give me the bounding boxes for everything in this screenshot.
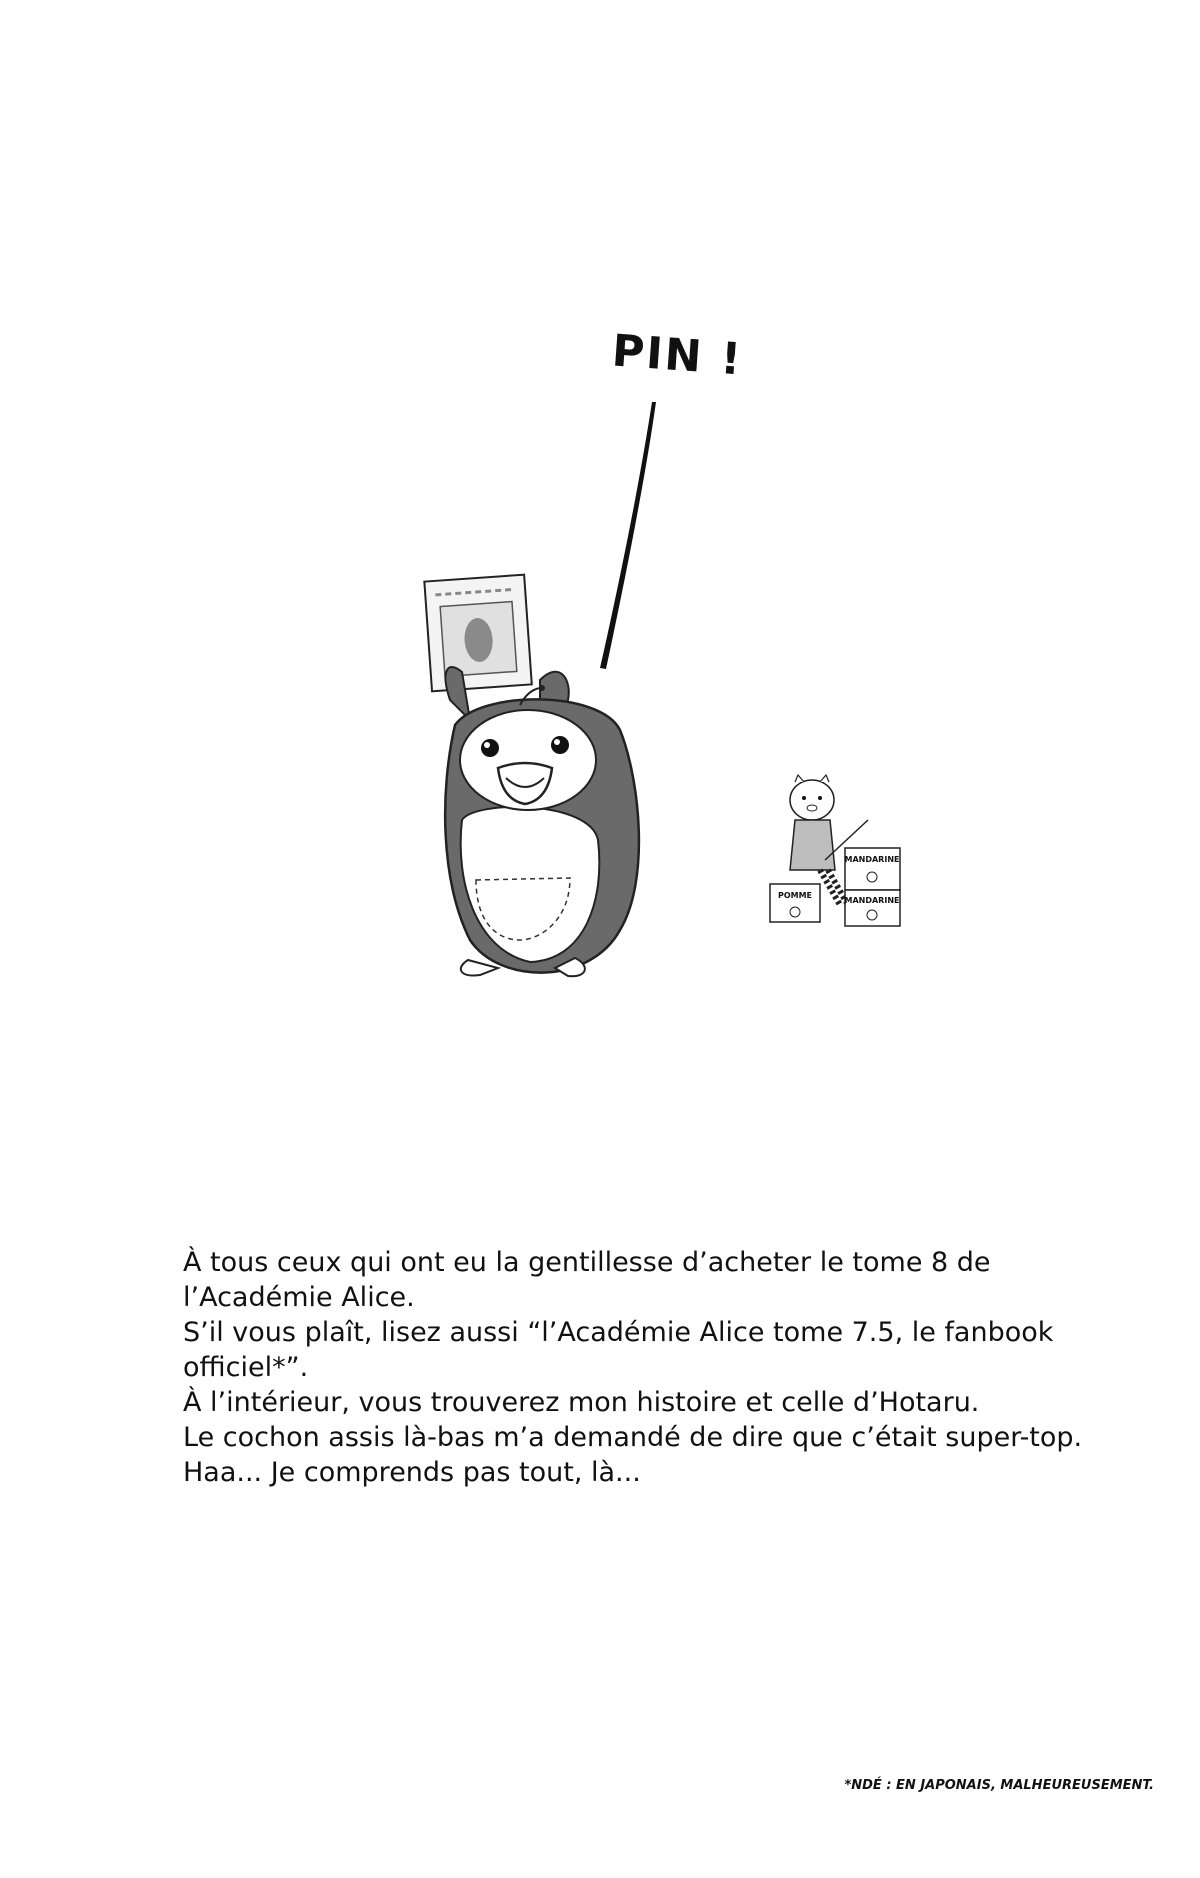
author-note bbox=[183, 1245, 1123, 1490]
editor-footnote: *NDÉ : EN JAPONAIS, MALHEUREUSEMENT. bbox=[844, 1778, 1154, 1793]
crate-mandarine-bottom bbox=[845, 890, 900, 926]
crate-label: MANDARINE bbox=[844, 896, 900, 905]
note-line: À tous ceux qui ont eu la gentillesse d’acheter le tome 8 de l’Académie Alice. bbox=[183, 1247, 991, 1313]
crate-label: POMME bbox=[777, 891, 813, 900]
speech-line bbox=[600, 402, 656, 669]
crate-label: MANDARINE bbox=[844, 855, 900, 864]
note-line: Le cochon assis là-bas m’a demandé de dire que c’était super-top. bbox=[183, 1422, 1083, 1453]
sound-effect-text: PIN ! bbox=[610, 325, 745, 386]
crate-mandarine-top bbox=[845, 848, 900, 890]
held-card bbox=[424, 575, 531, 692]
crate-pomme bbox=[770, 884, 820, 922]
note-line: S’il vous plaît, lisez aussi “l’Académie Alice tome 7.5, le fanbook officiel*”. bbox=[183, 1317, 1054, 1383]
penguin-character bbox=[445, 667, 639, 976]
note-line: Haa... Je comprends pas tout, là... bbox=[183, 1457, 641, 1488]
note-line: À l’intérieur, vous trouverez mon histoire et celle d’Hotaru. bbox=[183, 1387, 980, 1418]
